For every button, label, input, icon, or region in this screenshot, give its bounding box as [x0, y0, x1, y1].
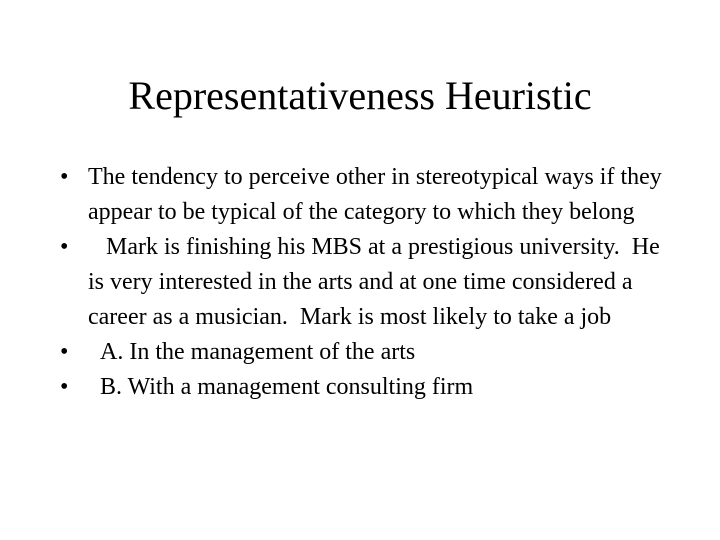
- bullet-item: [60, 335, 680, 370]
- bullet-text-option-b: B. With a management consulting firm: [88, 374, 474, 400]
- bullet-text-definition: The tendency to perceive other in stereotypical ways if they appear to be typical of the category to which they belong: [88, 164, 668, 225]
- bullet-point-icon: •: [60, 339, 69, 365]
- bullet-text-option-a: A. In the management of the arts: [88, 339, 416, 365]
- bullet-item: [60, 160, 680, 230]
- bullet-point-icon: •: [60, 164, 69, 190]
- slide-title: Representativeness Heuristic: [128, 73, 592, 118]
- bullet-item: [60, 370, 680, 405]
- bullet-text-scenario: Mark is finishing his MBS at a prestigious university. He is very interested in the arts and at one time considered a career as a musician. Mark is most likely to take a job: [88, 234, 666, 330]
- bullet-point-icon: •: [60, 374, 69, 400]
- bullet-list: [60, 160, 680, 405]
- bullet-point-icon: •: [60, 234, 69, 260]
- bullet-item: [60, 230, 680, 335]
